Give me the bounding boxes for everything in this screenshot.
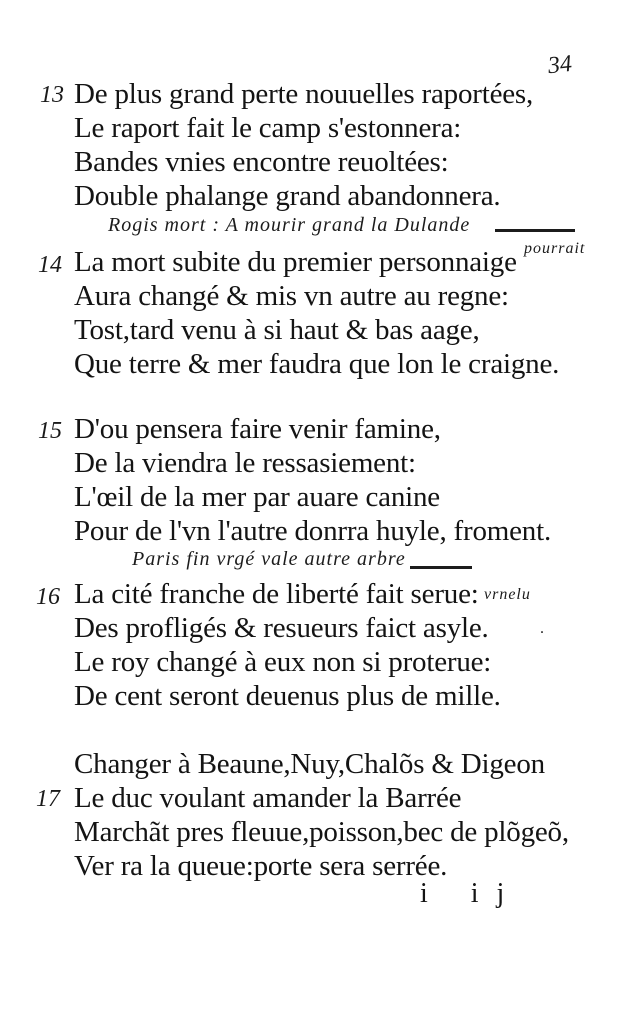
verse-line: De plus grand perte nouuelles raportées, <box>74 78 534 110</box>
verse-line: Le roy changé à eux non si proterue: <box>74 646 492 678</box>
verse-line: Des profligés & resueurs faict asyle. <box>74 612 489 644</box>
verse-line: D'ou pensera faire venir famine, <box>74 413 441 445</box>
handwritten-annotation: Rogis mort : A mourir grand la Dulande <box>108 214 471 236</box>
verse-line: De cent seront deuenus plus de mille. <box>74 680 501 712</box>
verse-line: Le duc voulant amander la Barrée <box>74 782 462 814</box>
handwritten-annotation: vrnelu <box>484 586 531 603</box>
folio-number: 34 <box>546 50 574 80</box>
verse-line: Changer à Beaune,Nuy,Chalõs & Digeon <box>74 748 545 780</box>
stanza-number-14: 14 <box>38 252 62 278</box>
margin-mark: . <box>540 620 544 637</box>
verse-line: De la viendra le ressasiement: <box>74 447 416 479</box>
verse-line: Marchãt pres fleuue,poisson,bec de plõgeõ, <box>74 816 569 848</box>
verse-line: Pour de l'vn l'autre donrra huyle, froment. <box>74 515 551 547</box>
verse-line: La cité franche de liberté fait serue: <box>74 578 479 610</box>
verse-line: L'œil de la mer par auare canine <box>74 481 440 513</box>
strikethrough-mark <box>495 229 575 232</box>
stanza-number-16: 16 <box>36 584 60 610</box>
stanza-number-13: 13 <box>40 82 64 108</box>
strikethrough-mark <box>410 566 472 569</box>
handwritten-annotation: Paris fin vrgé vale autre arbre <box>132 548 406 570</box>
verse-line: Aura changé & mis vn autre au regne: <box>74 280 509 312</box>
verse-line: La mort subite du premier personnaige <box>74 246 517 278</box>
verse-line: Bandes vnies encontre reuoltées: <box>74 146 449 178</box>
verse-line: Tost,tard venu à si haut & bas aage, <box>74 314 480 346</box>
stanza-number-15: 15 <box>38 418 62 444</box>
verse-line: Ver ra la queue:porte sera serrée. <box>74 850 448 882</box>
stanza-number-17: 17 <box>36 786 60 812</box>
verse-line: Double phalange grand abandonnera. <box>74 180 501 212</box>
verse-line: Que terre & mer faudra que lon le craigne. <box>74 348 560 380</box>
verse-line: Le raport fait le camp s'estonnera: <box>74 112 462 144</box>
handwritten-annotation: pourrait <box>524 240 586 257</box>
signature-mark: i ij <box>420 878 523 909</box>
